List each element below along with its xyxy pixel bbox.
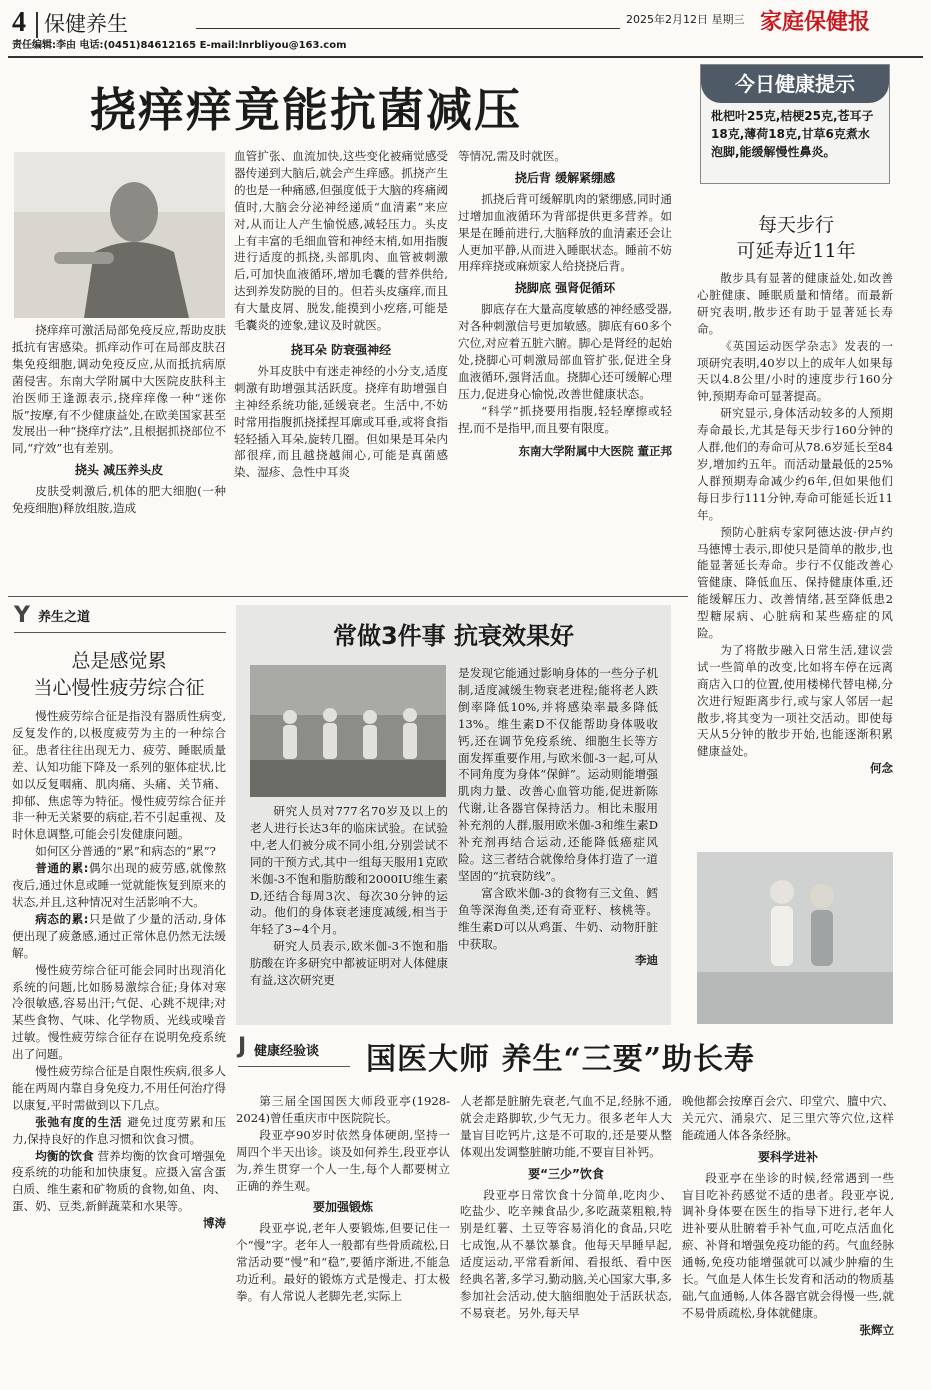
- paragraph: 慢性疲劳综合征可能会同时出现消化系统的问题,比如肠易激综合征;身体对寒冷很敏感,容易出汗;气促、心跳不规律;对某些食物、气味、化学物质、光线或噪音过敏。慢性疲劳综合征存在说明免疫系统出了问题。: [12, 962, 226, 1062]
- paragraph: 段亚亭说,老年人要锻炼,但要记住一个“慢”字。老年人一般都有些骨质疏松,日常活动要“慢”和“稳”,要循序渐进,不能急功近利。最好的锻炼方式是慢走、打太极拳。有人常说人老脚先老,实际上: [236, 1221, 450, 1303]
- walk-body: [697, 270, 893, 777]
- sidebar-label: [14, 603, 114, 630]
- paragraph: 段亚亭90岁时依然身体硬朗,坚持一周四个半天出诊。谈及如何养生,段亚亭认为,养生贯穿一个人一生,每个人都要树立正确的养生观。: [236, 1127, 450, 1193]
- anti-aging-box: [236, 605, 671, 1025]
- text: 营养均衡的饮食可增强免疫系统的功能和加快康复。应摄入富含蛋白质、维生素和矿物质的食物,如鱼、肉、蛋、奶、豆类,新鲜蔬菜和水果等。: [12, 1148, 226, 1214]
- master-title: 国医大师 养生“三要”助长寿: [366, 1042, 755, 1077]
- paragraph: 脚底存在大量高度敏感的神经感受器,对各种刺激信号更加敏感。脚底有60多个穴位,对应着五脏六腑。脚心是肾经的起始处,挠脚心可刺激局部血管扩张,促进全身血液循环,强肾活血。挠脚心还可缓解心理压力,促进身心愉悦,改善世健康状态。: [458, 302, 672, 401]
- byline: 东南大学附属中大医院 董正邦: [518, 443, 672, 458]
- paragraph: 如何区分普通的“累”和病态的“累”?: [35, 844, 216, 859]
- elderly-couple-walking-photo: [697, 852, 893, 1024]
- sidebar-label-rule: [14, 632, 226, 633]
- master-col3: [682, 1093, 894, 1339]
- section-divider: [8, 596, 688, 597]
- text: 偶尔出现的疲劳感,就像熬夜后,通过休息或睡一觉就能恢复到原来的状态,并且,这种情况对生活影响不大。: [12, 861, 226, 909]
- paragraph: [12, 1114, 226, 1148]
- paragraph: 《英国运动医学杂志》发表的一项研究表明,40岁以上的成年人如果每天以4.8公里/小时的速度步行160分钟,预期寿命可显著提高。: [697, 338, 893, 404]
- section-name: 保健养生: [44, 12, 128, 36]
- byline: 何念: [870, 761, 893, 776]
- byline: 张辉立: [859, 1322, 894, 1337]
- master-label-rule: [238, 1066, 350, 1067]
- health-tip-title: 今日健康提示: [735, 72, 855, 96]
- paragraph: [12, 860, 226, 911]
- paragraph: “科学”抓挠要用指腹,轻轻摩擦或轻捏,而不是指甲,而且要有限度。: [458, 403, 672, 435]
- paragraph: 为了将散步融入日常生活,建议尝试一些简单的改变,比如将车停在远离商店入口的位置,使用楼梯代替电梯,分次进行短距离步行,或与家人邻居一起散步,将其变为一项社交活动。即使每天从5分钟的散步开始,也能逐渐积累健康益处。: [697, 642, 893, 759]
- fatigue-body: [12, 708, 226, 1232]
- paragraph: 慢性疲劳综合征是自限性疾病,很多人能在两周内靠自身免疫力,不用任何治疗得以康复,平时需做到以下几点。: [12, 1064, 226, 1112]
- walk-title-line1: 每天步行: [757, 214, 834, 236]
- paragraph: 血管扩张、血流加快,这些变化被痛觉感受器传递到大脑后,就会产生痒感。抓挠产生的也是一种痛感,但强度低于大脑的疼痛阈值时,大脑会分泌神经递质“血清素”来应对,从而让人产生愉悦感,减轻压力。头皮上有丰富的毛细血管和神经末梢,如用指腹进行适度的抓挠,头部肌肉、血管被刺激后,可加快血液循环,增加毛囊的营养供给,达到养发防脱的目的。但若头皮瘙痒,而且有大量皮屑、脱发,能摸到小疙瘩,可能是毛囊炎的迹象,建议及时就医。: [234, 149, 448, 333]
- paragraph: 挠痒痒可激活局部免疫反应,帮助皮肤抵抗有害感染。抓痒动作可在局部皮肤召集免疫细胞,调动免疫反应,从而抵抗病原菌侵害。东南大学附属中大医院皮肤科主治医师王逢源表示,挠痒痒像一种“迷你版”按摩,有不少健康益处,在欧美国家甚至发展出一种“挠痒疗法”,且根据抓挠部位不同,“疗效”也有差别。: [12, 323, 226, 456]
- term: 张弛有度的生活: [35, 1114, 123, 1129]
- sidebar-label-text: 养生之道: [38, 610, 91, 625]
- paragraph: 研究显示,身体活动较多的人预期寿命最长,尤其是每天步行160分钟的人群,他们的寿命可从78.6岁延长至84岁,增加约五年。而活动量最低的25%人群预期寿命减少约6年,但如果他们每日步行111分钟,寿命可能延长近11年。: [697, 406, 893, 522]
- paragraph: 段亚亭在坐诊的时候,经常遇到一些盲目吃补药感觉不适的患者。段亚亭说,调补身体要在医生的指导下进行,老年人进补要从肚腑着手补气血,可吃点活血化瘀、补肾和增强免疫功能的药。气血经脉通畅,免疫功能增强就可以减少肿瘤的生长。气血是人体生长发育和活动的物质基础,气血通畅,人体各器官就会得慢一些,就不易骨质疏松,身体就健康。: [682, 1170, 894, 1320]
- master-col1: [236, 1093, 450, 1305]
- elderly-group-exercise-photo: [250, 665, 446, 797]
- header-bottom-rule: [8, 56, 923, 58]
- page-header: [8, 6, 923, 54]
- weekday: 星期三: [711, 13, 745, 26]
- master-label: [238, 1034, 358, 1064]
- subhead-head: 挠头 减压养头皮: [74, 463, 164, 478]
- subhead-ear: 挠耳朵 防衰强神经: [290, 342, 392, 357]
- text: 避免过度劳累和压力,保持良好的作息习惯和饮食习惯。: [12, 1114, 226, 1146]
- walk-title: [696, 212, 896, 264]
- paper-name: 家庭保健报: [760, 9, 871, 35]
- master-col2: [460, 1093, 672, 1322]
- paragraph: 人老都是脏腑先衰老,气血不足,经脉不通,就会走路脚软,少气无力。很多老年人大量盲目吃钙片,这是不可取的,还是要从整体观出发调整脏腑功能,不要盲目补钙。: [460, 1094, 672, 1159]
- paragraph: 研究人员表示,欧米伽-3不饱和脂肪酸在许多研究中都被证明对人体健康有益,这次研究更: [250, 939, 448, 988]
- byline: 博涛: [203, 1216, 226, 1231]
- health-tip-box: [700, 64, 890, 184]
- paragraph: 富含欧米伽-3的食物有三文鱼、鳕鱼等深海鱼类,还有奇亚籽、核桃等。维生素D可以从鸡蛋、牛奶、动物肝脏中获取。: [458, 885, 658, 951]
- paragraph: 慢性疲劳综合征是指没有器质性病变,反复发作的,以极度疲劳为主的一种综合征。患者往往出现无力、疲劳、睡眠质量差、认知功能下降及一系列的躯体症状,比如以反复咽痛、肌肉痛、头痛、关节痛、抑郁、焦虑等为特征。慢性疲劳综合征并非一种无关紧要的病症,若不引起重视、及时休息调整,可能会引发健康问题。: [12, 709, 226, 842]
- subhead-exercise: 要加强锻炼: [312, 1200, 373, 1215]
- article-scratching-col2: [234, 148, 448, 481]
- anti-aging-left-col: [250, 803, 448, 989]
- article-scratching-col3: [458, 148, 672, 459]
- term: 普通的累:: [35, 861, 89, 876]
- paragraph: 皮肤受刺激后,机体的肥大细胞(一种免疫细胞)释放组胺,造成: [12, 484, 226, 516]
- subhead-back: 挠后背 缓解紧绷感: [514, 170, 616, 185]
- paragraph: [12, 1148, 226, 1216]
- header-rule: [196, 28, 620, 29]
- term: 均衡的饮食: [35, 1148, 94, 1163]
- term: 病态的累:: [35, 911, 89, 926]
- fatigue-title: [12, 648, 226, 702]
- walk-title-line2: 可延寿近11年: [736, 240, 856, 262]
- fatigue-title-line2: 当心慢性疲劳综合征: [33, 677, 205, 699]
- anti-aging-title: 常做3件事 抗衰效果好: [332, 622, 575, 650]
- man-scratching-photo: [14, 152, 225, 318]
- issue-date: [626, 12, 745, 29]
- fatigue-title-line1: 总是感觉累: [71, 650, 167, 672]
- text: 只是做了少量的活动,身体便出现了疲惫感,通过正常休息仍然无法缓解。: [12, 911, 226, 960]
- paragraph: 是发现它能通过影响身体的一些分子机制,适度减缓生物衰老进程;能将老人跌倒率降低10%,并将感染率最多降低13%。维生素D不仅能帮助身体吸收钙,还在调节免疫系统、细胞生长等方面发挥重要作用,与欧米伽-3一起,可从不同角度为身体“保鲜”。运动则能增强肌肉力量、改善心血管功能,促进新陈代谢,让各器官保持活力。相比未服用补充剂的人群,服用欧米伽-3和维生素D补充剂再结合运动,还能降低癌症风险。这三者结合就像给身体打造了一道坚固的“抗衰防线”。: [458, 666, 658, 883]
- article-scratching-title: 挠痒痒竟能抗菌减压: [90, 83, 522, 137]
- paragraph: 研究人员对777名70岁及以上的老人进行长达3年的临床试验。在试验中,老人们被分成不同小组,分别尝试不同的干预方式,其中一组每天服用1克欧米伽-3不饱和脂肪酸和2000IU维生素D,还结合每周3次、每次30分钟的运动。他们的身体衰老速度减缓,相当于年轻了3~4个月。: [250, 804, 448, 937]
- paragraph: 抓挠后背可缓解肌肉的紧绷感,同时通过增加血液循环为背部提供更多营养。如果是在睡前进行,大脑释放的血清素还会让人更加平静,从而进入睡眠状态。睡前不妨用痒痒挠或麻烦家人给挠挠后背。: [458, 191, 672, 274]
- editor-line: 责任编辑:李由 电话:(0451)84612165 E-mail:lnrbliyou@163.com: [12, 40, 347, 51]
- paragraph: 晚他都会按摩百会穴、印堂穴、膻中穴、关元穴、涌泉穴、足三里穴等穴位,这样能疏通人体各条经脉。: [682, 1094, 894, 1142]
- sidebar-y-icon: Y: [14, 603, 30, 628]
- paragraph: 外耳皮肤中有迷走神经的小分支,适度刺激有助增强其活跃度。挠痒有助增强自主神经系统功能,延缓衰老。生活中,不妨时常用指腹抓挠揉捏耳廓或耳垂,或将食指轻轻插入耳朵,旋转几圈。但如果是耳朵内部很痒,而且越挠越闹心,可能是真菌感染、湿疹、急性中耳炎: [234, 363, 448, 480]
- subhead-tonic: 要科学进补: [757, 1149, 818, 1164]
- subhead-diet: 要“三少”饮食: [528, 1166, 604, 1181]
- article-scratching-col1: [12, 322, 226, 517]
- subhead-foot: 挠脚底 强肾促循环: [514, 281, 616, 296]
- page-number-divider: [36, 12, 38, 38]
- master-label-text: 健康经验谈: [254, 1044, 320, 1059]
- byline: 李迪: [635, 953, 658, 968]
- paragraph: 段亚亭日常饮食十分简单,吃肉少、吃盐少、吃辛辣食品少,多吃蔬菜粗粮,特别是红薯、土豆等容易消化的食品,只吃七成饱,从不暴饮暴食。他每天早睡早起,适度运动,平常看新闻、看报纸、看中医经典名著,多学习,勤动脑,关心国家大事,多参加社会活动,使大脑细胞处于活跃状态,不易衰老。另外,每天早: [460, 1187, 672, 1320]
- paragraph: 等情况,需及时就医。: [458, 149, 567, 163]
- paragraph: 第三届全国国医大师段亚亭(1928-2024)曾任重庆市中医院院长。: [236, 1094, 450, 1125]
- health-tip-text: 枇杷叶25克,桔梗25克,苍耳子18克,薄荷18克,甘草6克煮水泡脚,能缓解慢性鼻炎。: [711, 109, 874, 159]
- anti-aging-right-col: [458, 665, 658, 969]
- page-number: 4: [12, 7, 26, 38]
- paragraph: 预防心脏病专家阿德达波·伊卢约马德博士表示,即使只是简单的散步,也能显著延长寿命。步行不仅能改善心管健康、降低血压、保持健康体重,还能缓解压力、改善情绪,甚至降低患2型糖尿病、心脏病和某些癌症的风险。: [697, 524, 893, 641]
- date: 2025年2月12日: [626, 13, 708, 26]
- paragraph: [12, 911, 226, 962]
- master-j-icon: J: [238, 1034, 247, 1059]
- paragraph: 散步具有显著的健康益处,如改善心脏健康、睡眠质量和情绪。而最新研究表明,散步还有助于显著延长寿命。: [697, 271, 893, 336]
